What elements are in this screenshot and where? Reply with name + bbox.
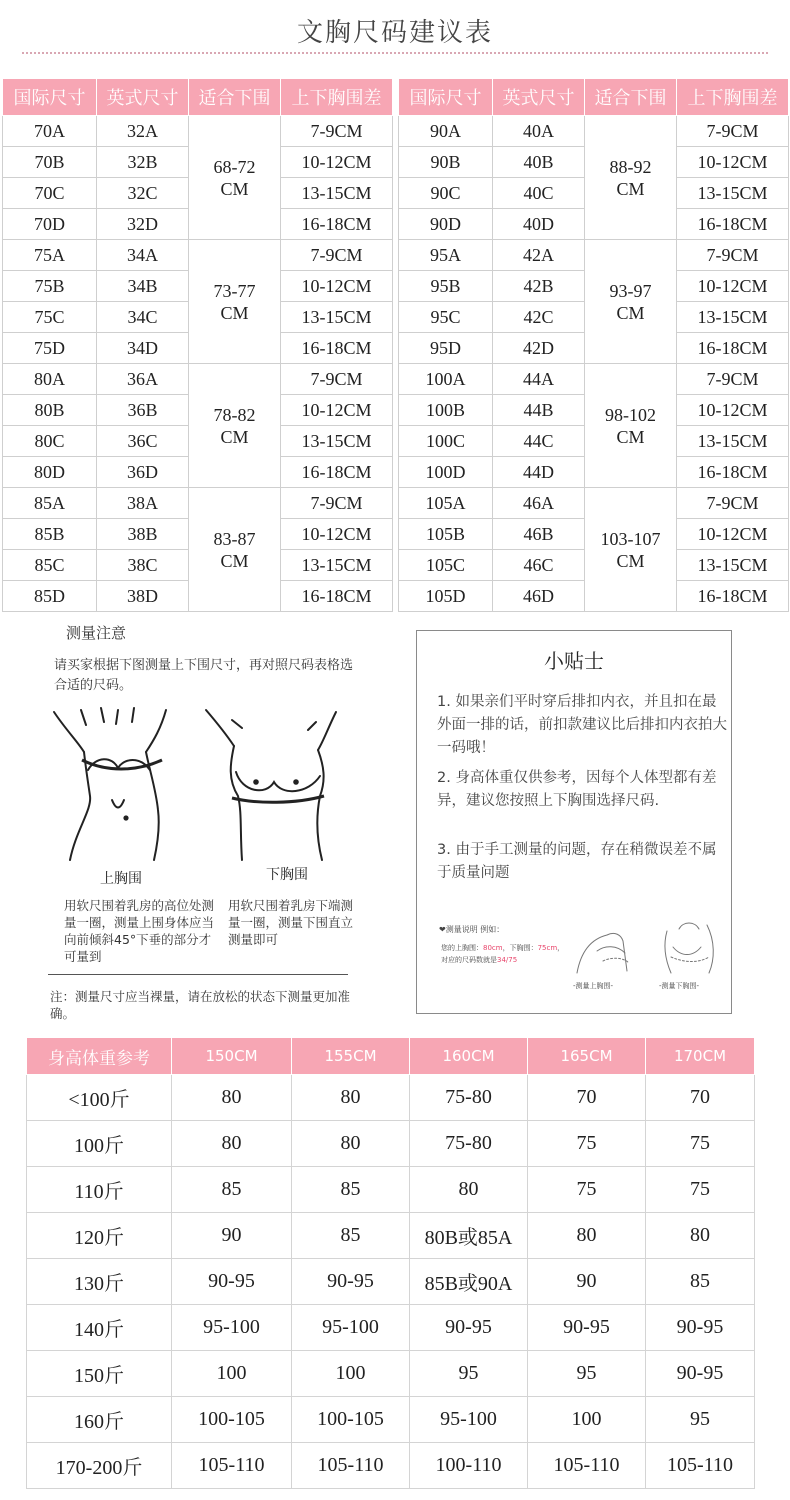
size-suggestion-cell: 90-95 [528,1305,646,1351]
header-international: 国际尺寸 [3,79,97,116]
size-suggestion-cell: 90-95 [172,1259,292,1305]
size-suggestion-cell: 90 [172,1213,292,1259]
weight-label-cell: 160斤 [27,1397,172,1443]
bust-difference-cell: 10-12CM [281,271,393,302]
bust-difference-cell: 7-9CM [281,240,393,271]
lower-tape-line [232,796,324,802]
british-size-cell: 42A [493,240,585,271]
international-size-cell: 100A [399,364,493,395]
underbust-range-value: 68-72 [213,156,256,177]
height-weight-row [27,1397,755,1443]
header-bust-difference: 上下胸围差 [677,79,789,116]
header-height-150: 150CM [172,1038,292,1075]
british-size-cell: 46B [493,519,585,550]
bust-difference-cell: 10-12CM [677,519,789,550]
size-suggestion-cell: 75 [528,1121,646,1167]
international-size-cell: 105D [399,581,493,612]
underbust-range-unit: CM [220,178,249,199]
international-size-cell: 80C [3,426,97,457]
upper-bust-description: 用软尺围着乳房的高位处测量一圈，测量上围身体应当向前倾斜45°下垂的部分才可量到 [64,898,215,964]
underbust-range-cell [189,364,281,488]
size-suggestion-cell: 75 [528,1167,646,1213]
size-suggestion-cell: 90-95 [292,1259,410,1305]
example-line-2: 对应的尺码数就是34/75 [441,956,518,964]
lower-bust-caption: 下胸围 [266,867,308,883]
underbust-range-value: 103-107 [600,528,661,549]
size-suggestion-cell: 80 [172,1121,292,1167]
size-suggestion-cell: 95-100 [410,1397,528,1443]
underbust-range-value: 78-82 [213,404,256,425]
size-suggestion-cell: 70 [646,1075,755,1121]
international-size-cell: 95B [399,271,493,302]
bust-difference-cell: 16-18CM [677,581,789,612]
size-suggestion-cell: 75-80 [410,1075,528,1121]
underbust-range-cell [585,488,677,612]
bust-difference-cell: 10-12CM [281,519,393,550]
height-weight-table [26,1037,755,1489]
british-size-cell: 34C [97,302,189,333]
british-size-cell: 34A [97,240,189,271]
british-size-cell: 40B [493,147,585,178]
size-suggestion-cell: 90 [528,1259,646,1305]
example-line-1: 您的上胸围：80cm，下胸围：75cm， [441,944,565,952]
international-size-cell: 85D [3,581,97,612]
international-size-cell: 85C [3,550,97,581]
bust-difference-cell: 16-18CM [677,209,789,240]
underbust-range-cell [585,240,677,364]
underbust-range-value: 73-77 [213,280,256,301]
size-table-left [2,78,393,612]
size-suggestion-cell: 95-100 [292,1305,410,1351]
size-suggestion-cell: 80 [292,1121,410,1167]
size-suggestion-cell: 95 [410,1351,528,1397]
british-size-cell: 44D [493,457,585,488]
bust-difference-cell: 7-9CM [281,116,393,147]
international-size-cell: 95D [399,333,493,364]
bust-difference-cell: 13-15CM [281,426,393,457]
header-underbust: 适合下围 [585,79,677,116]
size-row [399,240,789,271]
size-row [3,240,393,271]
size-suggestion-cell: 80B或85A [410,1213,528,1259]
height-weight-row [27,1305,755,1351]
size-suggestion-cell: 90-95 [410,1305,528,1351]
international-size-cell: 90C [399,178,493,209]
height-weight-row [27,1167,755,1213]
british-size-cell: 42D [493,333,585,364]
example-label: ❤测量说明 例如： [439,925,505,934]
international-size-cell: 75A [3,240,97,271]
international-size-cell: 75B [3,271,97,302]
size-table-right [398,78,789,612]
british-size-cell: 38B [97,519,189,550]
bust-difference-cell: 13-15CM [281,302,393,333]
international-size-cell: 80B [3,395,97,426]
header-height-165: 165CM [528,1038,646,1075]
international-size-cell: 95A [399,240,493,271]
international-size-cell: 70B [3,147,97,178]
underbust-range-unit: CM [220,550,249,571]
size-table-header [3,79,393,116]
british-size-cell: 32A [97,116,189,147]
british-size-cell: 36B [97,395,189,426]
bust-difference-cell: 16-18CM [677,457,789,488]
british-size-cell: 40A [493,116,585,147]
underbust-range-value: 83-87 [213,528,256,549]
british-size-cell: 46D [493,581,585,612]
international-size-cell: 100B [399,395,493,426]
size-suggestion-cell: 105-110 [172,1443,292,1489]
size-row [399,364,789,395]
size-row [3,116,393,147]
size-suggestion-cell: 70 [528,1075,646,1121]
header-height-155: 155CM [292,1038,410,1075]
british-size-cell: 38C [97,550,189,581]
international-size-cell: 90B [399,147,493,178]
figure-upper-arm-right [146,710,166,752]
underbust-range-cell [585,116,677,240]
bust-difference-cell: 7-9CM [677,116,789,147]
bust-measurement-illustration [46,700,346,865]
bust-difference-cell: 16-18CM [281,581,393,612]
size-suggestion-cell: 80 [528,1213,646,1259]
international-size-cell: 80D [3,457,97,488]
international-size-cell: 70A [3,116,97,147]
weight-label-cell: 130斤 [27,1259,172,1305]
measure-divider [48,974,348,975]
size-suggestion-cell: 75-80 [410,1121,528,1167]
size-suggestion-cell: 95 [646,1397,755,1443]
british-size-cell: 38A [97,488,189,519]
bust-difference-cell: 10-12CM [677,147,789,178]
figure-upper-arm-left [54,712,84,752]
bust-difference-cell: 13-15CM [281,178,393,209]
british-size-cell: 32C [97,178,189,209]
bust-difference-cell: 16-18CM [281,333,393,364]
weight-label-cell: 170-200斤 [27,1443,172,1489]
underbust-range-value: 93-97 [609,280,652,301]
british-size-cell: 34B [97,271,189,302]
british-size-cell: 44B [493,395,585,426]
size-suggestion-cell: 100 [292,1351,410,1397]
size-suggestion-cell: 75 [646,1121,755,1167]
british-size-cell: 46C [493,550,585,581]
british-size-cell: 46A [493,488,585,519]
tips-title: 小贴士 [544,649,604,673]
underbust-range-cell [189,116,281,240]
bust-difference-cell: 7-9CM [677,240,789,271]
underbust-range-unit: CM [616,426,645,447]
international-size-cell: 70C [3,178,97,209]
size-table-header [399,79,789,116]
underbust-range-unit: CM [220,302,249,323]
size-suggestion-cell: 90-95 [646,1351,755,1397]
weight-label-cell: 120斤 [27,1213,172,1259]
size-suggestion-cell: 80 [292,1075,410,1121]
size-suggestion-cell: 100-105 [172,1397,292,1443]
measure-intro: 请买家根据下图测量上下围尺寸，再对照尺码表格选合适的尺码。 [54,658,354,693]
international-size-cell: 90D [399,209,493,240]
international-size-cell: 90A [399,116,493,147]
size-suggestion-cell: 105-110 [528,1443,646,1489]
british-size-cell: 42C [493,302,585,333]
page-title: 文胸尺码建议表 [296,18,493,48]
british-size-cell: 38D [97,581,189,612]
size-suggestion-cell: 105-110 [646,1443,755,1489]
size-suggestion-cell: 75 [646,1167,755,1213]
weight-label-cell: 110斤 [27,1167,172,1213]
height-weight-row [27,1213,755,1259]
international-size-cell: 105B [399,519,493,550]
bust-difference-cell: 13-15CM [677,302,789,333]
size-suggestion-cell: 100-105 [292,1397,410,1443]
bust-difference-cell: 7-9CM [677,488,789,519]
height-weight-row [27,1075,755,1121]
british-size-cell: 36C [97,426,189,457]
international-size-cell: 75D [3,333,97,364]
international-size-cell: 100D [399,457,493,488]
bust-difference-cell: 13-15CM [677,426,789,457]
underbust-range-unit: CM [616,302,645,323]
size-suggestion-cell: 95-100 [172,1305,292,1351]
underbust-range-value: 98-102 [605,404,656,425]
international-size-cell: 85B [3,519,97,550]
international-size-cell: 100C [399,426,493,457]
size-suggestion-cell: 85 [646,1259,755,1305]
size-suggestion-cell: 85 [292,1213,410,1259]
height-weight-row [27,1351,755,1397]
bust-difference-cell: 13-15CM [281,550,393,581]
upper-bust-caption: 上胸围 [100,871,142,887]
size-row [399,116,789,147]
bust-difference-cell: 7-9CM [281,364,393,395]
tips-box [416,630,732,1014]
tip-item: 1. 如果亲们平时穿后排扣内衣，并且扣在最外面一排的话，前扣款建议比后排扣内衣拍大一码哦！ [437,694,727,756]
bust-difference-cell: 13-15CM [677,550,789,581]
underbust-range-unit: CM [616,550,645,571]
height-weight-header [27,1038,755,1075]
international-size-cell: 105A [399,488,493,519]
bust-difference-cell: 10-12CM [281,147,393,178]
size-suggestion-cell: 105-110 [292,1443,410,1489]
weight-label-cell: 100斤 [27,1121,172,1167]
international-size-cell: 85A [3,488,97,519]
size-row [399,488,789,519]
bust-difference-cell: 10-12CM [281,395,393,426]
measure-title: 测量注意 [66,624,127,642]
title-divider [22,52,768,54]
size-suggestion-cell: 80 [172,1075,292,1121]
british-size-cell: 34D [97,333,189,364]
british-size-cell: 40C [493,178,585,209]
header-height-weight: 身高体重参考 [27,1038,172,1075]
british-size-cell: 40D [493,209,585,240]
size-suggestion-cell: 90-95 [646,1305,755,1351]
underbust-range-cell [189,240,281,364]
header-british: 英式尺寸 [97,79,189,116]
bust-difference-cell: 13-15CM [677,178,789,209]
size-suggestion-cell: 95 [528,1351,646,1397]
height-weight-row [27,1259,755,1305]
size-suggestion-cell: 80 [646,1213,755,1259]
measure-note: 注：测量尺寸应当裸量，请在放松的状态下测量更加准确。 [50,989,351,1021]
international-size-cell: 105C [399,550,493,581]
size-suggestion-cell: 85B或90A [410,1259,528,1305]
size-row [3,364,393,395]
header-british: 英式尺寸 [493,79,585,116]
british-size-cell: 44C [493,426,585,457]
size-suggestion-cell: 85 [172,1167,292,1213]
size-suggestion-cell: 80 [410,1167,528,1213]
header-international: 国际尺寸 [399,79,493,116]
tips-illustration [567,911,727,981]
underbust-range-unit: CM [220,426,249,447]
size-row [3,488,393,519]
international-size-cell: 95C [399,302,493,333]
british-size-cell: 42B [493,271,585,302]
international-size-cell: 75C [3,302,97,333]
international-size-cell: 80A [3,364,97,395]
british-size-cell: 44A [493,364,585,395]
underbust-range-unit: CM [616,178,645,199]
size-suggestion-cell: 100-110 [410,1443,528,1489]
bust-difference-cell: 10-12CM [677,271,789,302]
header-height-160: 160CM [410,1038,528,1075]
bust-difference-cell: 7-9CM [281,488,393,519]
bust-difference-cell: 16-18CM [281,209,393,240]
weight-label-cell: 150斤 [27,1351,172,1397]
british-size-cell: 36D [97,457,189,488]
size-suggestion-cell: 100 [172,1351,292,1397]
tip-item: 3. 由于手工测量的问题，存在稍微误差不属于质量问题 [437,842,717,881]
size-suggestion-cell: 85 [292,1167,410,1213]
header-height-170: 170CM [646,1038,755,1075]
height-weight-row [27,1121,755,1167]
underbust-range-cell [585,364,677,488]
size-suggestion-cell: 100 [528,1397,646,1443]
bust-difference-cell: 10-12CM [677,395,789,426]
height-weight-row [27,1443,755,1489]
weight-label-cell: <100斤 [27,1075,172,1121]
header-underbust: 适合下围 [189,79,281,116]
bust-difference-cell: 7-9CM [677,364,789,395]
weight-label-cell: 140斤 [27,1305,172,1351]
lower-bust-description: 用软尺围着乳房下端测量一圈，测量下围直立测量即可 [228,898,354,947]
international-size-cell: 70D [3,209,97,240]
bust-difference-cell: 16-18CM [281,457,393,488]
british-size-cell: 32D [97,209,189,240]
underbust-range-value: 88-92 [609,156,652,177]
caption-measure-lower: -测量下胸围- [659,982,700,990]
caption-measure-upper: -测量上胸围- [573,982,614,990]
bust-difference-cell: 16-18CM [677,333,789,364]
british-size-cell: 36A [97,364,189,395]
tip-item: 2. 身高体重仅供参考，因每个人体型都有差异，建议您按照上下胸围选择尺码. [437,770,717,809]
british-size-cell: 32B [97,147,189,178]
underbust-range-cell [189,488,281,612]
header-bust-difference: 上下胸围差 [281,79,393,116]
